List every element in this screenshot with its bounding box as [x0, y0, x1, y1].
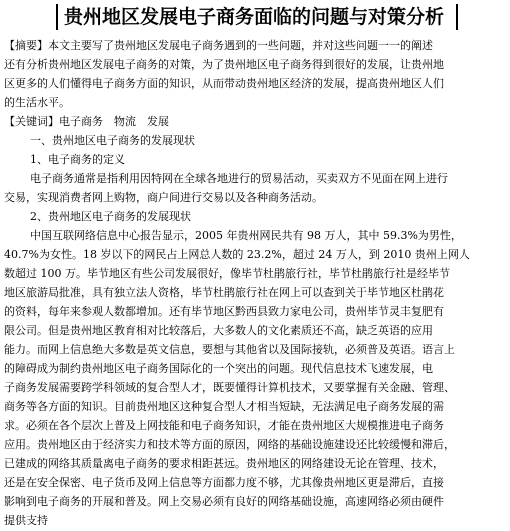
paragraph-line: 的资料，每年来参观人数都增加。还有毕节地区黔西县致力家电公司，贵州毕节灵丰复肥有 — [4, 305, 444, 318]
paragraph-line: 影响到电子商务的开展和普及。网上交易必须有良好的网络基础设施，高速网络必须由硬件 — [4, 495, 444, 508]
paragraph-line: 应用。贵州地区由于经济实力和技术等方面的原因，网络的基础设施建设还比较缓慢和滞后， — [4, 438, 455, 451]
paragraph-line: 交易，实现消费者网上购物，商户间进行交易以及各种商务活动。 — [4, 191, 323, 204]
paragraph-line: 的障碍成为制约贵州地区电子商务国际化的一个突出的问题。现代信息技术飞速发展，电 — [4, 362, 433, 375]
paragraph-line: 商务等各方面的知识。目前贵州地区这种复合型人才相当短缺，无法满足电子商务发展的需 — [4, 400, 444, 413]
paragraph-line: 求。必须在各个层次上普及上网技能和电子商务知识，才能在贵州地区大规模推进电子商务 — [4, 419, 444, 432]
subsection-heading: 2、贵州地区电子商务的发展现状 — [30, 210, 191, 223]
paragraph-line: 子商务发展需要跨学科领域的复合型人才，既要懂得计算机技术，又要掌握有关金融、管理、 — [4, 381, 455, 394]
paragraph-line: 中国互联网络信息中心报告显示，2005 年贵州网民共有 98 万人，其中 59.3%为男性， — [30, 229, 462, 242]
abstract-line: 区更多的人们懂得电子商务方面的知识，从而带动贵州地区经济的发展，提高贵州地区人们 — [4, 77, 444, 90]
paragraph-line: 已建成的网络其质量离电子商务的要求相距甚远。贵州地区的网络建设无论在管理、技术， — [4, 457, 444, 470]
paragraph-line: 还是在安全保密、电子货币及网上信息等方面都力度不够，尤其像贵州地区更是滞后，直接 — [4, 476, 444, 489]
subsection-heading: 1、电子商务的定义 — [30, 153, 125, 166]
paragraph-line: 地区旅游局批准，具有独立法人资格，毕节杜鹃旅行社在网上可以查到关于毕节地区杜鹃花 — [4, 286, 444, 299]
keywords-line: 【关键词】电子商务 物流 发展 — [4, 115, 169, 128]
document-title: 贵州地区发展电子商务面临的问题与对策分析 — [64, 6, 445, 28]
paragraph-line: 40.7%为女性。18 岁以下的网民占上网总人数的 23.2%，超过 24 万人，到 2010 贵州上网人 — [4, 248, 470, 261]
abstract-line: 的生活水平。 — [4, 96, 70, 109]
abstract-line: 【摘要】本文主要写了贵州地区发展电子商务遇到的一些问题，并对这些问题一一的阐述 — [4, 39, 433, 52]
paragraph-line: 限公司。但是贵州地区教育相对比较落后，大多数人的文化素质还不高，缺乏英语的应用 — [4, 324, 433, 337]
paragraph-line: 电子商务通常是指利用因特网在全球各地进行的贸易活动，买卖双方不见面在网上进行 — [30, 172, 448, 185]
abstract-line: 还有分析贵州地区发展电子商务的对策，为了贵州地区电子商务得到很好的发展，让贵州地 — [4, 58, 444, 71]
paragraph-line: 能力。而网上信息绝大多数是英文信息，要想与其他省以及国际接轨，必须普及英语。语言上 — [4, 343, 455, 356]
paragraph-line: 数超过 100 万。毕节地区有些公司发展很好，像毕节杜鹃旅行社，毕节杜鹃旅行社是经毕节 — [4, 267, 450, 280]
paragraph-line: 提供支持 — [4, 514, 48, 525]
section-heading: 一、贵州地区电子商务的发展现状 — [30, 134, 195, 147]
